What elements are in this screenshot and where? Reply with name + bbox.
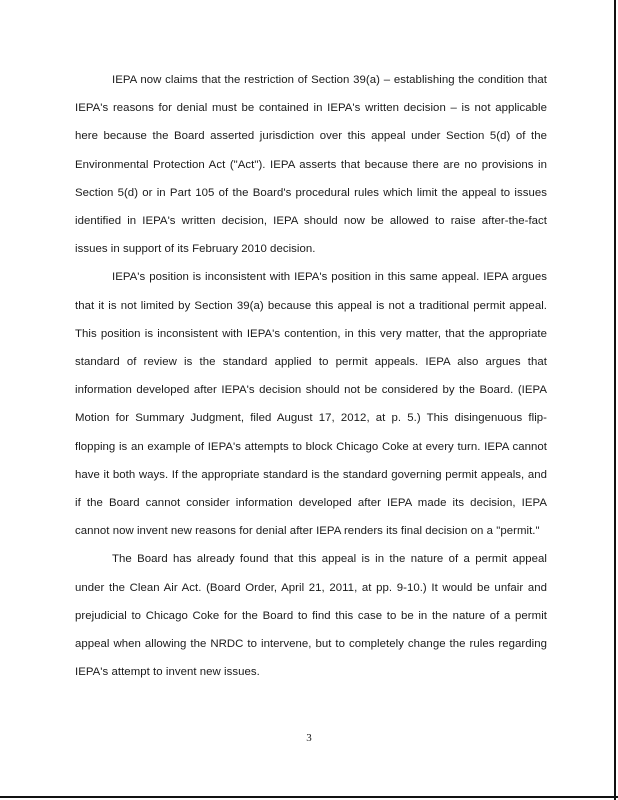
paragraph-3: The Board has already found that this appeal is in the nature of a permit appeal under the Clean Air Act. (Board Order, April 21, 2011, at pp. 9-10.) It would be unfair and prejudicial to Chicago Coke for the Board to find this case to be in the nature of a permit appeal when allowing the NRDC to intervene, but to completely change the rules regarding IEPA's attempt to invent new issues.: [75, 553, 547, 679]
paragraph-2: IEPA's position is inconsistent with IEPA's position in this same appeal. IEPA argues that it is not limited by Section 39(a) because this appeal is not a traditional permit appeal. This position is inconsistent with IEPA's contention, in this very matter, that the appropriate standard of review is the standard applied to permit appeals. IEPA also argues that information developed after IEPA's decision should not be considered by the Board. (IEPA Motion for Summary Judgment, filed August 17, 2012, at p. 5.) This disingenuous flip-flopping is an example of IEPA's attempts to block Chicago Coke at every turn. IEPA cannot have it both ways. If the appropriate standard is the standard governing permit appeals, and if the Board cannot consider information developed after IEPA made its decision, IEPA cannot now invent new reasons for denial after IEPA renders its final decision on a "permit.": [75, 271, 547, 538]
scan-edge-right: [614, 0, 616, 800]
page-number: 3: [306, 732, 312, 744]
document-body: [75, 66, 547, 686]
paragraph-1: IEPA now claims that the restriction of Section 39(a) – establishing the condition that IEPA's reasons for denial must be contained in IEPA's written decision – is not applicable here because the Board asserted jurisdiction over this appeal under Section 5(d) of the Environmental Protection Act ("Act"). IEPA asserts that because there are no provisions in Section 5(d) or in Part 105 of the Board's procedural rules which limit the appeal to issues identified in IEPA's written decision, IEPA should now be allowed to raise after-the-fact issues in support of its February 2010 decision.: [75, 74, 547, 256]
scan-edge-bottom: [0, 796, 618, 798]
